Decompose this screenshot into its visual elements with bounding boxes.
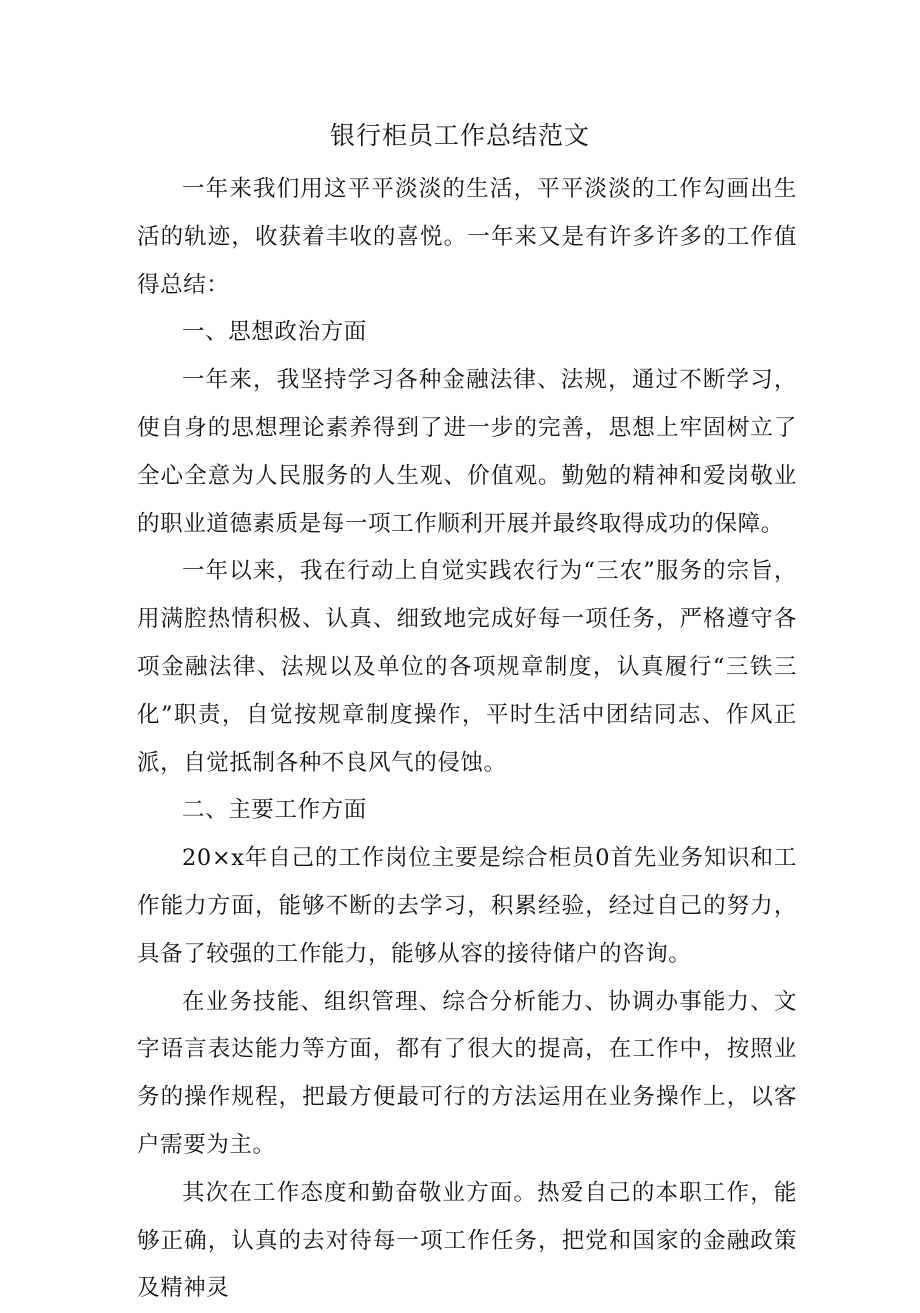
paragraph-ideology: 一年来，我坚持学习各种金融法律、法规，通过不断学习，使自身的思想理论素养得到了进一步的完善，思想上牢固树立了全心全意为人民服务的人生观、价值观。勤勉的精神和爱岗敬业的职业道德素质是每一项工作顺利开展并最终取得成功的保障。 [137,367,797,537]
paragraph-skills: 在业务技能、组织管理、综合分析能力、协调办事能力、文字语言表达能力等方面，都有了很大的提高，在工作中，按照业务的操作规程，把最方便最可行的方法运用在业务操作上，以客户需要为主。 [137,988,797,1158]
document-body [137,166,797,1313]
document-title: 银行柜员工作总结范文 [329,121,590,150]
paragraph-position: 20×x年自己的工作岗位主要是综合柜员0首先业务知识和工作能力方面，能够不断的去学习，积累经验，经过自己的努力，具备了较强的工作能力，能够从容的接待储户的咨询。 [137,845,797,967]
section-heading-work: 二、主要工作方面 [182,797,367,824]
paragraph-attitude: 其次在工作态度和勤奋敬业方面。热爱自己的本职工作，能够正确，认真的去对待每一项工作任务，把党和国家的金融政策及精神灵 [137,1179,797,1302]
paragraph-intro: 一年来我们用这平平淡淡的生活，平平淡淡的工作勾画出生活的轨迹，收获着丰收的喜悦。一年来又是有许多许多的工作值得总结： [137,176,797,298]
paragraph-conduct: 一年以来，我在行动上自觉实践农行为“三农”服务的宗旨，用满腔热情积极、认真、细致地完成好每一项任务，严格遵守各项金融法律、法规以及单位的各项规章制度，认真履行“三铁三化”职责，自觉按规章制度操作，平时生活中团结同志、作风正派，自觉抵制各种不良风气的侵蚀。 [137,558,797,776]
section-heading-ideology: 一、思想政治方面 [182,319,367,346]
